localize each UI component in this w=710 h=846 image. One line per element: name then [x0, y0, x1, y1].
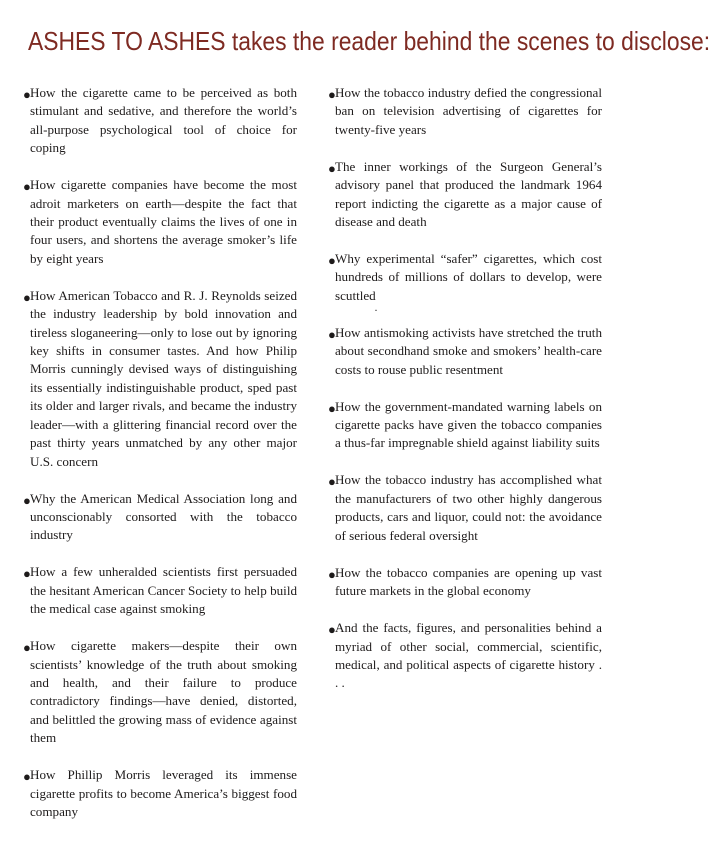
list-item [328, 324, 602, 379]
list-item-text: How the government-mandated warning labels on cigarette packs have given the tobacco companies a thus-far impregnable shield against liability suits [335, 398, 602, 451]
list-item [328, 158, 602, 232]
bullet-icon: ● [328, 622, 336, 638]
list-item [328, 619, 602, 693]
list-item [23, 563, 297, 618]
bullet-icon: ● [328, 253, 336, 269]
list-item [23, 637, 297, 747]
list-item [328, 84, 602, 139]
list-item-text: How cigarette companies have become the most adroit marketers on earth—despite the fact that their product eventually claims the lives of one in four users, and shortens the average smoker’s life by eight years [30, 177, 297, 266]
list-item-text: How a few unheralded scientists first persuaded the hesitant American Cancer Society to help build the medical case against smoking [30, 564, 297, 617]
list-item-text: Why experimental “safer” cigarettes, which cost hundreds of millions of dollars to develop, were scuttled [335, 251, 602, 303]
bullet-icon: ● [328, 160, 336, 176]
bullet-icon: ● [328, 400, 336, 416]
list-item [328, 398, 602, 453]
bullet-icon: ● [23, 769, 31, 785]
list-item [328, 564, 602, 601]
list-item [23, 176, 297, 268]
bullet-icon: ● [23, 566, 31, 582]
list-item [23, 766, 297, 821]
bullet-icon: ● [328, 326, 336, 342]
list-item-text: Why the American Medical Association long and unconscionably consorted with the tobacco industry [30, 490, 297, 543]
list-item [23, 287, 297, 471]
list-item [23, 84, 297, 158]
bullet-icon: ● [23, 640, 31, 656]
bullet-icon: ● [328, 87, 336, 102]
stray-dot-mark: · [374, 303, 378, 317]
list-item-text: How Phillip Morris leveraged its immense cigarette profits to become America’s biggest food company [30, 767, 297, 819]
left-column [23, 84, 297, 840]
list-item-text: How the tobacco industry has accomplished what the manufacturers of two other highly dangerous products, cars and liquor, could not: the avoidance of serious federal oversight [335, 472, 602, 543]
list-item-text: How American Tobacco and R. J. Reynolds seized the industry leadership by bold innovation and tireless sloganeering—only to lose out by ignoring key shifts in consumer tastes. And how Philip Morris cunningly devised ways of distinguishing its essentially indistinguishable product, sped past its older and larger rivals, and became the industry leader—with a glittering financial record over the past thirty years unmatched by any other major U.S. concern [30, 287, 297, 469]
bullet-icon: ● [328, 474, 336, 490]
bullet-icon: ● [328, 566, 336, 582]
list-item-text: The inner workings of the Surgeon General’s advisory panel that produced the landmark 1964 report indicting the cigarette as a major cause of disease and death [335, 158, 602, 230]
list-item-text: And the facts, figures, and personalities behind a myriad of other social, commercial, scientific, medical, and political aspects of cigarette history . . . [335, 620, 602, 691]
list-item-text: How the tobacco companies are opening up vast future markets in the global economy [335, 564, 602, 599]
bullet-icon: ● [23, 179, 31, 195]
list-item [23, 490, 297, 545]
right-column [328, 84, 602, 711]
page-headline: ASHES TO ASHES takes the reader behind the scenes to disclose: [28, 26, 710, 56]
list-item-text: How cigarette makers—despite their own scientists’ knowledge of the truth about smoking and health, and their failure to produce contradictory findings—have denied, distorted, and belittled the growing mass of evidence against them [30, 638, 297, 746]
list-item-text: How antismoking activists have stretched the truth about secondhand smoke and smokers’ health-care costs to rouse public resentment [335, 324, 602, 377]
list-item-text: How the cigarette came to be perceived as both stimulant and sedative, and therefore the world’s all-purpose psychological tool of choice for coping [30, 85, 297, 156]
bullet-icon: ● [23, 87, 31, 102]
list-item-text: How the tobacco industry defied the congressional ban on television advertising of cigarettes for twenty-five years [335, 85, 602, 137]
bullet-icon: ● [23, 492, 31, 508]
list-item [328, 250, 602, 305]
list-item [328, 471, 602, 545]
bullet-icon: ● [23, 289, 31, 305]
